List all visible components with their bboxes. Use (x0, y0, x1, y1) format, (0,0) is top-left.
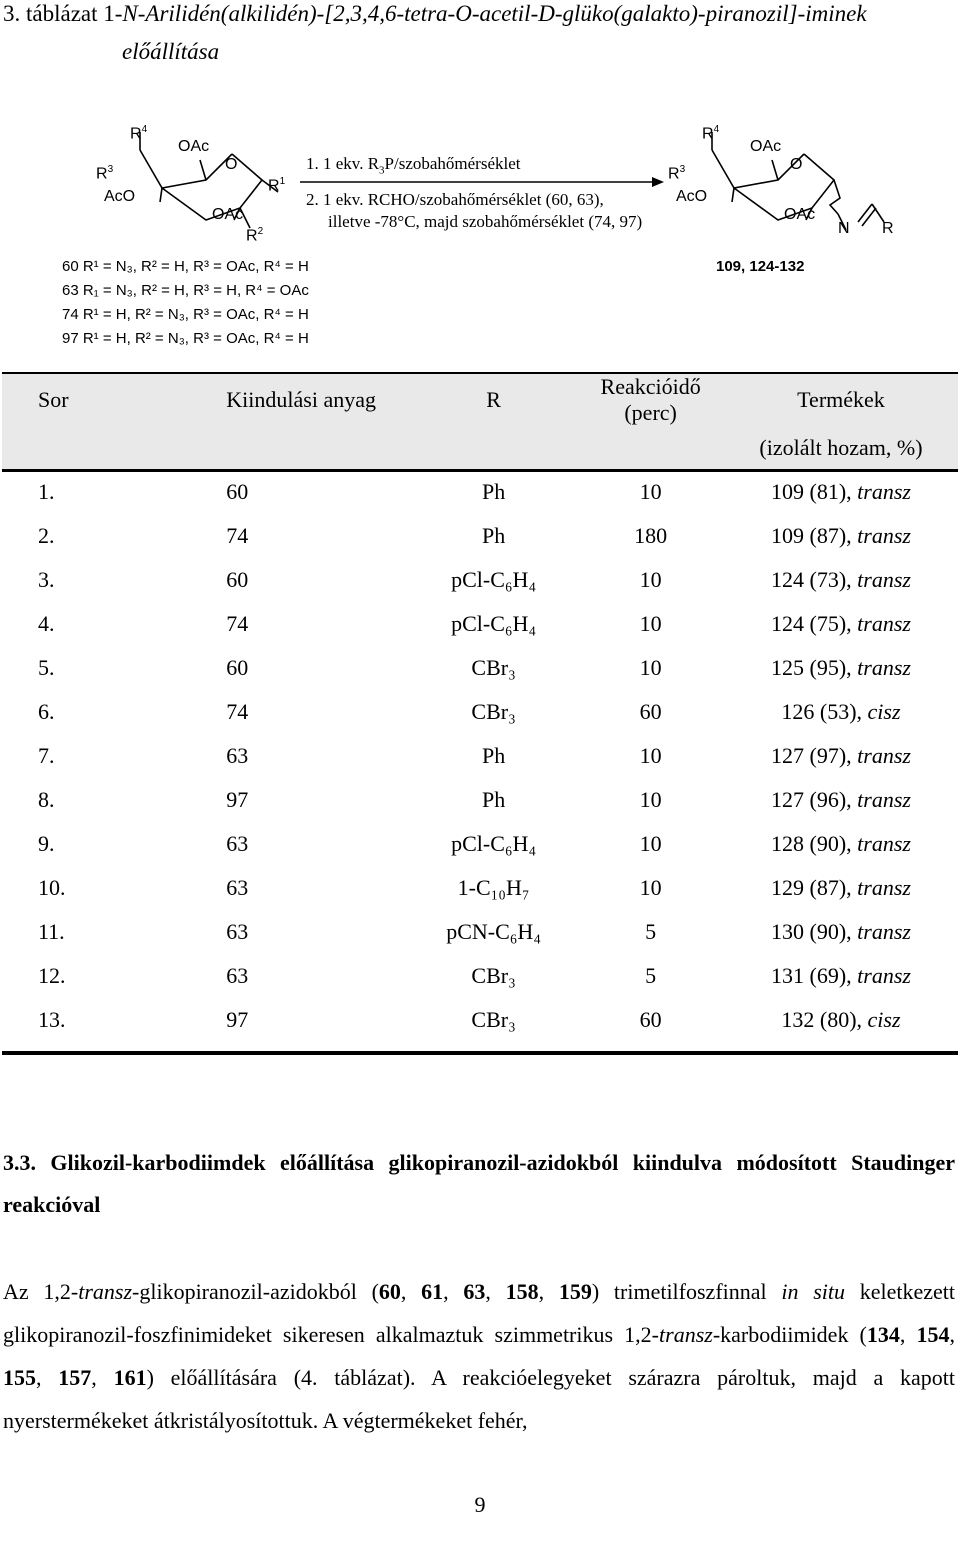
row-time: 5 (645, 963, 657, 988)
paragraph-run: in situ (781, 1279, 846, 1304)
paragraph-run: -glikopiranozil-azidokból ( (132, 1279, 379, 1304)
row-sor: 2. (38, 523, 55, 548)
row-product: 131 (69), transz (771, 963, 911, 988)
row-r: CBr₃ (471, 699, 516, 724)
compound-97: 97 R¹ = H, R² = N₃, R³ = OAc, R⁴ = H (62, 330, 309, 347)
row-product: 128 (90), transz (771, 831, 911, 856)
left-oac-bottom: OAc (212, 206, 244, 223)
row-anyag: 97 (226, 787, 249, 812)
paragraph-run: keletkezett glikopiranozil-foszfinimideket sikeresen alkalmaztuk szimmetrikus 1,2- (3, 1279, 956, 1347)
table-row (2, 866, 958, 910)
right-n: N (838, 220, 850, 237)
header-time: Reakcióidő (perc) (577, 374, 724, 426)
paragraph-run: 159 (558, 1279, 592, 1304)
table-row (2, 778, 958, 822)
row-product: 129 (87), transz (771, 875, 911, 900)
results-table (2, 374, 958, 1042)
condition-step2b: illetve -78°C, majd szobahőmérséklet (74, 97) (328, 212, 643, 231)
paragraph-run: , (538, 1279, 559, 1304)
row-sor: 9. (38, 831, 55, 856)
paragraph-run: -karbodiimidek ( (712, 1322, 867, 1347)
row-r: pCl-C₆H₄ (451, 611, 537, 636)
right-oac-top: OAc (750, 138, 782, 155)
paragraph-run: transz (78, 1279, 133, 1304)
left-r1: R (268, 177, 280, 195)
products-label: 109, 124-132 (716, 258, 805, 275)
row-time: 60 (639, 1007, 662, 1032)
caption-prefix: 3. táblázat 1- (3, 1, 123, 26)
paragraph-run: 154 (916, 1322, 950, 1347)
row-time: 60 (639, 699, 662, 724)
row-time: 10 (639, 875, 662, 900)
paragraph-run: , (91, 1365, 114, 1390)
table-bottom-rule (2, 1051, 958, 1055)
header-prod-sub: (izolált hozam, %) (724, 426, 958, 470)
row-r: pCN-C₆H₄ (446, 919, 541, 944)
header-anyag: Kiindulási anyag (130, 374, 410, 426)
left-ring-o: O (225, 156, 238, 173)
row-time: 10 (639, 655, 662, 680)
caption-title-cont: előállítása (122, 39, 220, 64)
row-sor: 8. (38, 787, 55, 812)
row-anyag: 60 (226, 567, 249, 592)
compound-74: 74 R¹ = H, R² = N₃, R³ = OAc, R⁴ = H (62, 306, 309, 323)
row-product: 124 (73), transz (771, 567, 911, 592)
row-anyag: 74 (226, 699, 249, 724)
right-aco: AcO (676, 188, 708, 205)
row-anyag: 97 (226, 1007, 249, 1032)
page-number: 9 (474, 1492, 486, 1517)
row-product: 132 (80), cisz (781, 1007, 901, 1032)
section-heading: 3.3. Glikozil-karbodiimdek előállítása glikopiranozil-azidokból kiindulva módosított Staudinger reakcióval (3, 1150, 955, 1217)
table-row (2, 998, 958, 1042)
paragraph-run: 158 (505, 1279, 539, 1304)
row-time: 10 (639, 567, 662, 592)
right-r4: R (702, 125, 714, 143)
paragraph-run: 155 (3, 1365, 36, 1390)
left-r4: R (130, 125, 142, 143)
table-row (2, 470, 958, 514)
row-r: pCl-C₆H₄ (451, 567, 537, 592)
table-row (2, 558, 958, 602)
row-product: 127 (96), transz (771, 787, 911, 812)
row-product: 124 (75), transz (771, 611, 911, 636)
condition-step2: 2. 1 ekv. RCHO/szobahőmérséklet (60, 63), (306, 190, 604, 209)
row-r: 1-C₁₀H₇ (457, 875, 530, 900)
row-product: 126 (53), cisz (781, 699, 901, 724)
row-sor: 6. (38, 699, 55, 724)
table-header-rule (2, 469, 958, 472)
row-product: 109 (81), transz (771, 479, 911, 504)
paragraph-run: ) trimetilfoszfinnal (591, 1279, 782, 1304)
right-ring-o: O (790, 156, 803, 173)
row-product: 130 (90), transz (771, 919, 911, 944)
row-time: 10 (639, 611, 662, 636)
row-sor: 1. (38, 479, 55, 504)
row-anyag: 63 (226, 743, 249, 768)
row-anyag: 74 (226, 523, 249, 548)
paragraph-run: , (36, 1365, 59, 1390)
row-sor: 4. (38, 611, 55, 636)
paragraph-run: 134 (866, 1322, 900, 1347)
left-r2: R (246, 227, 258, 245)
row-sor: 3. (38, 567, 55, 592)
paragraph-run: , (443, 1279, 464, 1304)
paragraph-run: , (949, 1322, 956, 1347)
paragraph-run: 157 (58, 1365, 92, 1390)
compound-63: 63 R₁ = N₃, R² = H, R³ = H, R⁴ = OAc (62, 282, 309, 299)
left-aco: AcO (104, 188, 136, 205)
paragraph-run: , (485, 1279, 506, 1304)
caption-title: N-Arilidén(alkilidén)-[2,3,4,6-tetra-O-acetil-D-glüko(galakto)-piranozil]-iminek (122, 1, 867, 26)
left-r3: R (96, 165, 108, 183)
header-prod: Termékek (724, 374, 958, 426)
header-sor: Sor (2, 374, 130, 426)
table-row (2, 690, 958, 734)
table-header-row-2 (2, 426, 958, 470)
row-sor: 13. (38, 1007, 66, 1032)
paragraph-run: ) előállítására (4. táblázat). A reakcióelegyeket szárazra pároltuk, majd a kapott nyerstermékeket átkristályosítottuk. A végtermékeket fehér, (3, 1365, 956, 1433)
row-time: 10 (639, 831, 662, 856)
row-r: CBr₃ (471, 1007, 516, 1032)
row-anyag: 63 (226, 963, 249, 988)
row-anyag: 74 (226, 611, 249, 636)
left-oac-top: OAc (178, 138, 210, 155)
row-r: CBr₃ (471, 655, 516, 680)
row-anyag: 63 (226, 831, 249, 856)
paragraph-run: , (400, 1279, 422, 1304)
table-header-row (2, 374, 958, 426)
row-r: Ph (481, 787, 506, 812)
paragraph-run: 60 (378, 1279, 401, 1304)
row-anyag: 60 (226, 655, 249, 680)
table-row (2, 910, 958, 954)
row-anyag: 60 (226, 479, 249, 504)
table-row (2, 954, 958, 998)
row-r: CBr₃ (471, 963, 516, 988)
reaction-scheme: $R^4$ $R^3$ AcO OAc O $R^1$ OAc $R^2$ 1. 1 ekv. $R_3P$/szobahőmérséklet 2. 1 ekv. RCHO/szobahőmérséklet (60, 63), illetve -78°C, majd szobahőmérséklet (74, 97) $R^4$ $R^3$ AcO OAc O OAc N R 60 R¹ = N₃, R² = H, R³ = OAc, R⁴ = H 63 R₁ = N₃, R² = H, R³ = H, R⁴ = OAc 74 R¹ = H, R² = N₃, R³ = OAc, R⁴ = H 97 R¹ = H, R² = N₃, R³ = OAc, R⁴ = H 109, 124-132 (0, 110, 960, 350)
paragraph-run: 161 (113, 1365, 147, 1390)
paragraph-run: , (899, 1322, 917, 1347)
row-r: Ph (481, 479, 506, 504)
right-oac-bottom: OAc (784, 206, 816, 223)
table-row (2, 822, 958, 866)
row-product: 125 (95), transz (771, 655, 911, 680)
row-time: 5 (645, 919, 657, 944)
right-r: R (882, 220, 894, 237)
body-paragraph (3, 1270, 955, 1442)
table-row (2, 734, 958, 778)
row-time: 10 (639, 479, 662, 504)
paragraph-run: 61 (421, 1279, 444, 1304)
table-row (2, 646, 958, 690)
row-sor: 7. (38, 743, 55, 768)
header-r: R (410, 374, 577, 426)
row-r: Ph (481, 523, 506, 548)
condition-step1: 1. 1 ekv. $R_3P$/szobahőmérséklet (306, 154, 521, 177)
row-anyag: 63 (226, 919, 249, 944)
row-sor: 10. (38, 875, 66, 900)
compound-60: 60 R¹ = N₃, R² = H, R³ = OAc, R⁴ = H (62, 258, 309, 275)
row-r: Ph (481, 743, 506, 768)
row-time: 10 (639, 787, 662, 812)
row-time: 180 (634, 523, 668, 548)
row-anyag: 63 (226, 875, 249, 900)
row-product: 109 (87), transz (771, 523, 911, 548)
row-time: 10 (639, 743, 662, 768)
paragraph-run: Az 1,2- (3, 1279, 79, 1304)
table-row (2, 602, 958, 646)
row-sor: 11. (38, 919, 65, 944)
row-sor: 5. (38, 655, 55, 680)
row-sor: 12. (38, 963, 66, 988)
row-r: pCl-C₆H₄ (451, 831, 537, 856)
paragraph-run: transz (659, 1322, 713, 1347)
row-product: 127 (97), transz (771, 743, 911, 768)
table-row (2, 514, 958, 558)
paragraph-run: 63 (463, 1279, 486, 1304)
right-r3: R (668, 165, 680, 183)
